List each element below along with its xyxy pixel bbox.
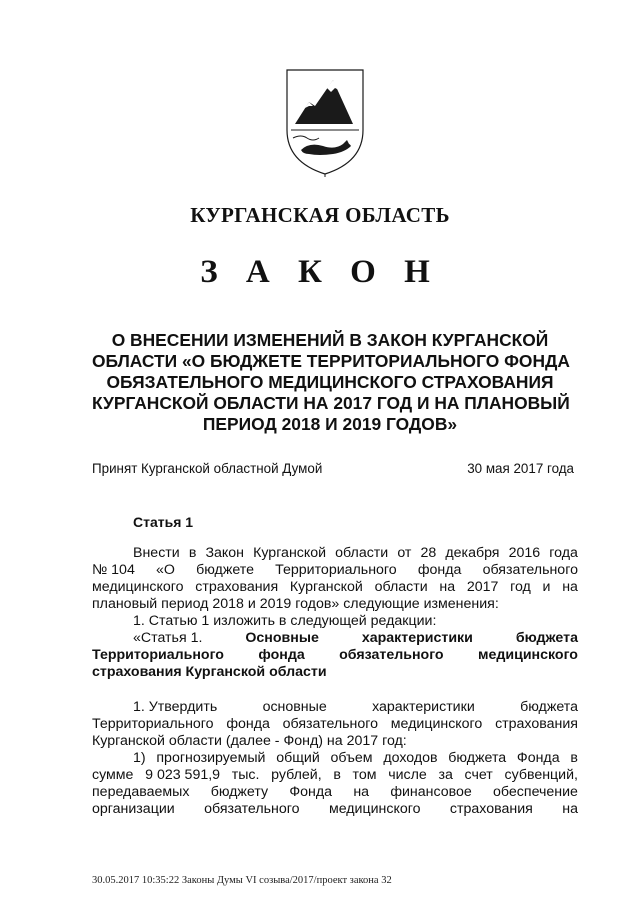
text-line: медицинского страхования Курганской области на 2017 год и на xyxy=(92,579,578,595)
law-title-line: О ВНЕСЕНИИ ИЗМЕНЕНИЙ В ЗАКОН КУРГАНСКОЙ xyxy=(111,330,549,350)
text-line: организации обязательного медицинского страхования на xyxy=(92,801,578,817)
document-footer: 30.05.2017 10:35:22 Законы Думы VI созыва/2017/проект закона 32 xyxy=(92,875,392,886)
law-title xyxy=(92,330,568,435)
text-line: сумме 9 023 591,9 тыс. рублей, в том числе за счет субвенций, xyxy=(92,767,578,783)
law-title-line: ОБЛАСТИ «О БЮДЖЕТЕ ТЕРРИТОРИАЛЬНОГО ФОНДА xyxy=(92,351,570,371)
text-line: Внести в Закон Курганской области от 28 декабря 2016 года xyxy=(133,545,578,561)
text-line: Территориального фонда обязательного медицинского xyxy=(92,647,578,663)
text-line: № 104 «О бюджете Территориального фонда обязательного xyxy=(92,562,578,578)
text-line: 1) прогнозируемый общий объем доходов бюджета Фонда в xyxy=(133,750,578,766)
text-line: страхования Курганской области xyxy=(92,664,327,680)
text-line: 1. Статью 1 изложить в следующей редакции: xyxy=(133,613,437,629)
text-line: Курганской области (далее - Фонд) на 2017 год: xyxy=(92,733,407,749)
adopted-date: 30 мая 2017 года xyxy=(467,461,574,476)
region-name: КУРГАНСКАЯ ОБЛАСТЬ xyxy=(190,203,450,227)
text-line: 1. Утвердить основные характеристики бюджета xyxy=(133,699,578,715)
law-title-line: КУРГАНСКОЙ ОБЛАСТИ НА 2017 ГОД И НА ПЛАНОВЫЙ xyxy=(92,393,570,413)
text-line: Территориального фонда обязательного медицинского страхования xyxy=(92,716,578,732)
article-heading: Статья 1 xyxy=(133,514,194,530)
document-type: З А К О Н xyxy=(200,254,440,290)
adopted-by: Принят Курганской областной Думой xyxy=(92,461,323,476)
text-line: «Статья 1. Основные характеристики бюджета xyxy=(133,630,578,646)
text-line: передаваемых бюджету Фонда на финансовое обеспечение xyxy=(92,784,578,800)
law-title-line: ОБЯЗАТЕЛЬНОГО МЕДИЦИНСКОГО СТРАХОВАНИЯ xyxy=(106,372,554,392)
coat-of-arms-icon xyxy=(283,66,367,178)
text-line: плановый период 2018 и 2019 годов» следующие изменения: xyxy=(92,596,499,612)
law-title-line: ПЕРИОД 2018 И 2019 ГОДОВ» xyxy=(202,414,458,434)
